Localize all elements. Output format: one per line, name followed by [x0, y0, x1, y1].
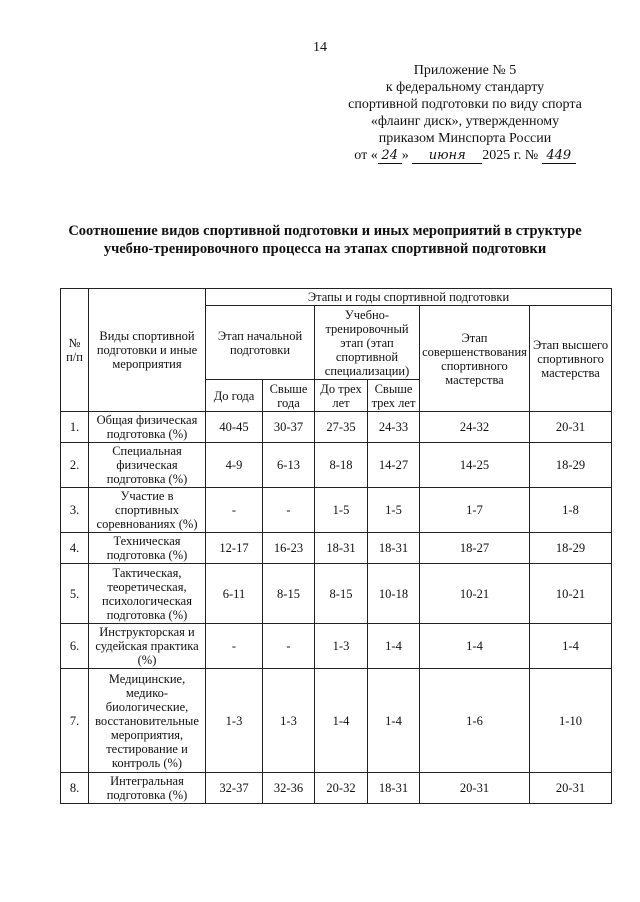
row-value: 20-32 [315, 773, 368, 804]
header-stage-improvement: Этап совершенствования спортивного мастерства [420, 306, 530, 412]
row-value: 20-31 [530, 773, 612, 804]
table-row [61, 624, 612, 669]
row-value: 1-4 [368, 669, 420, 773]
header-types: Виды спортивной подготовки и иные мероприятия [89, 289, 206, 412]
row-name: Техническая подготовка (%) [89, 533, 206, 564]
row-value: 10-21 [420, 564, 530, 624]
row-value: 18-29 [530, 533, 612, 564]
row-value: 4-9 [206, 443, 263, 488]
date-year: 2025 г. № [482, 148, 539, 163]
row-value: 18-29 [530, 443, 612, 488]
row-value: 1-3 [315, 624, 368, 669]
row-value: 8-15 [315, 564, 368, 624]
row-value: 40-45 [206, 412, 263, 443]
header-up-to-year: До года [206, 380, 263, 412]
row-value: 1-10 [530, 669, 612, 773]
table-row [61, 488, 612, 533]
row-value: 1-4 [368, 624, 420, 669]
row-value: 14-25 [420, 443, 530, 488]
row-value: 1-8 [530, 488, 612, 533]
table-row [61, 773, 612, 804]
appendix-line-1: Приложение № 5 [413, 63, 517, 78]
row-value: 24-32 [420, 412, 530, 443]
header-stage-training: Учебно-тренировочный этап (этап спортивной специализации) [315, 306, 420, 380]
order-number-handwritten: 449 [542, 149, 576, 164]
table-row [61, 533, 612, 564]
row-value: - [206, 624, 263, 669]
row-value: - [263, 624, 315, 669]
row-name: Интегральная подготовка (%) [89, 773, 206, 804]
row-value: 1-6 [420, 669, 530, 773]
row-name: Участие в спортивных соревнованиях (%) [89, 488, 206, 533]
row-value: 1-4 [530, 624, 612, 669]
row-value: 8-15 [263, 564, 315, 624]
row-value: - [206, 488, 263, 533]
header-over-year: Свыше года [263, 380, 315, 412]
appendix-line-3: спортивной подготовки по виду спорта [348, 97, 582, 112]
row-value: 10-18 [368, 564, 420, 624]
row-value: 12-17 [206, 533, 263, 564]
row-value: 18-31 [368, 533, 420, 564]
title-line-2: учебно-тренировочного процесса на этапах спортивной подготовки [103, 241, 547, 257]
row-number: 8. [61, 773, 89, 804]
row-value: 27-35 [315, 412, 368, 443]
header-up-to-three: До трех лет [315, 380, 368, 412]
appendix-date-line [330, 147, 600, 164]
date-mid: » [401, 148, 409, 163]
table-row [61, 564, 612, 624]
row-number: 1. [61, 412, 89, 443]
appendix-line-2: к федеральному стандарту [385, 80, 545, 95]
row-value: 18-27 [420, 533, 530, 564]
row-value: 1-3 [206, 669, 263, 773]
header-num: № п/п [61, 289, 89, 412]
training-ratio-table [60, 288, 612, 804]
table-row [61, 412, 612, 443]
appendix-block [330, 62, 600, 164]
row-value: 30-37 [263, 412, 315, 443]
row-name: Медицинские, медико-биологические, восстановительные мероприятия, тестирование и контроль (%) [89, 669, 206, 773]
date-day-handwritten: 24 [378, 149, 402, 164]
header-stage-higher: Этап высшего спортивного мастерства [530, 306, 612, 412]
row-name: Общая физическая подготовка (%) [89, 412, 206, 443]
row-value: 32-37 [206, 773, 263, 804]
row-value: 1-3 [263, 669, 315, 773]
appendix-line-5: приказом Минспорта России [378, 131, 552, 146]
row-value: 8-18 [315, 443, 368, 488]
header-stage-initial: Этап начальной подготовки [206, 306, 315, 380]
row-value: 1-5 [315, 488, 368, 533]
row-name: Инструкторская и судейская практика (%) [89, 624, 206, 669]
row-number: 6. [61, 624, 89, 669]
row-value: 1-4 [420, 624, 530, 669]
row-value: 6-11 [206, 564, 263, 624]
appendix-line-4: «флаинг диск», утвержденному [370, 114, 560, 129]
row-number: 5. [61, 564, 89, 624]
header-over-three: Свыше трех лет [368, 380, 420, 412]
row-number: 4. [61, 533, 89, 564]
row-value: 20-31 [530, 412, 612, 443]
document-title [40, 222, 610, 258]
row-number: 2. [61, 443, 89, 488]
table-row [61, 669, 612, 773]
row-name: Тактическая, теоретическая, психологическая подготовка (%) [89, 564, 206, 624]
row-value: 16-23 [263, 533, 315, 564]
date-month-handwritten: июня [412, 149, 482, 164]
row-value: 1-5 [368, 488, 420, 533]
table-row [61, 443, 612, 488]
row-number: 3. [61, 488, 89, 533]
row-value: 18-31 [368, 773, 420, 804]
row-value: 1-7 [420, 488, 530, 533]
row-value: 6-13 [263, 443, 315, 488]
header-stages: Этапы и годы спортивной подготовки [206, 289, 612, 306]
row-value: 32-36 [263, 773, 315, 804]
row-value: 1-4 [315, 669, 368, 773]
row-value: 18-31 [315, 533, 368, 564]
row-name: Специальная физическая подготовка (%) [89, 443, 206, 488]
row-value: - [263, 488, 315, 533]
row-number: 7. [61, 669, 89, 773]
date-prefix: от « [354, 148, 378, 163]
row-value: 20-31 [420, 773, 530, 804]
row-value: 14-27 [368, 443, 420, 488]
row-value: 24-33 [368, 412, 420, 443]
title-line-1: Соотношение видов спортивной подготовки и иных мероприятий в структуре [68, 223, 582, 239]
page-number: 14 [313, 40, 327, 55]
row-value: 10-21 [530, 564, 612, 624]
